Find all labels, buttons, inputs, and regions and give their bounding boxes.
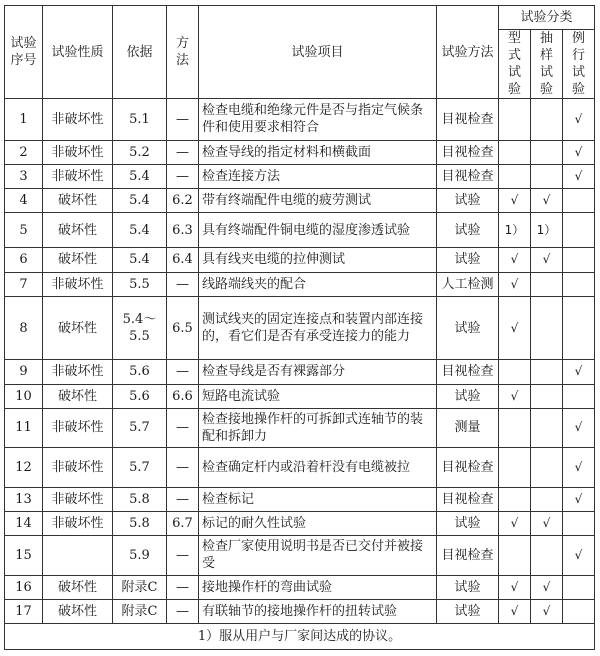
cell-item: 标记的耐久性试验 [199, 511, 437, 535]
cell-sample: 1） [531, 213, 563, 248]
cell-test: 目视检查 [437, 360, 499, 384]
cell-test: 目视检查 [437, 99, 499, 141]
cell-sample [531, 448, 563, 488]
cell-item: 具有线夹电缆的拉伸测试 [199, 248, 437, 272]
cell-method: 6.2 [167, 189, 199, 213]
cell-sample [531, 536, 563, 576]
cell-sample [531, 164, 563, 188]
cell-method: 6.4 [167, 248, 199, 272]
cell-item: 检查厂家使用说明书是否已交付并被接受 [199, 536, 437, 576]
cell-no: 13 [5, 487, 43, 511]
cell-sample [531, 140, 563, 164]
header-category: 试验分类 [499, 6, 595, 30]
cell-routine [563, 213, 595, 248]
table-row [5, 189, 595, 213]
table-row [5, 384, 595, 408]
cell-basis: 5.4 [113, 213, 167, 248]
cell-sample [531, 99, 563, 141]
cell-routine: √ [563, 360, 595, 384]
cell-no: 3 [5, 164, 43, 188]
cell-item: 检查连接方法 [199, 164, 437, 188]
cell-method: — [167, 536, 199, 576]
cell-type: √ [499, 599, 531, 623]
cell-sample: √ [531, 575, 563, 599]
cell-method: — [167, 487, 199, 511]
cell-no: 1 [5, 99, 43, 141]
cell-type [499, 448, 531, 488]
cell-routine [563, 575, 595, 599]
cell-sample: √ [531, 599, 563, 623]
cell-test: 试验 [437, 599, 499, 623]
cell-method: — [167, 272, 199, 296]
header-routine-test: 例行试验 [563, 30, 595, 99]
cell-basis: 5.4 [113, 164, 167, 188]
cell-nature: 非破坏性 [43, 448, 113, 488]
cell-basis: 5.8 [113, 487, 167, 511]
cell-test: 试验 [437, 296, 499, 360]
cell-routine: √ [563, 448, 595, 488]
cell-no: 9 [5, 360, 43, 384]
cell-sample [531, 296, 563, 360]
cell-type: √ [499, 296, 531, 360]
cell-type [499, 487, 531, 511]
cell-method: 6.5 [167, 296, 199, 360]
cell-no: 8 [5, 296, 43, 360]
cell-test: 试验 [437, 189, 499, 213]
table-row [5, 272, 595, 296]
header-test-method: 试验方法 [437, 6, 499, 99]
cell-sample [531, 360, 563, 384]
cell-test: 目视检查 [437, 448, 499, 488]
cell-item: 带有终端配件电缆的疲劳测试 [199, 189, 437, 213]
cell-routine: √ [563, 536, 595, 576]
cell-item: 具有终端配件铜电缆的湿度渗透试验 [199, 213, 437, 248]
header-seq: 试验序号 [5, 6, 43, 99]
cell-type: √ [499, 575, 531, 599]
cell-routine: √ [563, 99, 595, 141]
cell-method: — [167, 599, 199, 623]
cell-nature [43, 536, 113, 576]
cell-basis: 5.2 [113, 140, 167, 164]
cell-test: 测量 [437, 408, 499, 448]
cell-test: 人工检测 [437, 272, 499, 296]
cell-routine [563, 384, 595, 408]
cell-no: 6 [5, 248, 43, 272]
cell-routine [563, 296, 595, 360]
cell-basis: 5.9 [113, 536, 167, 576]
header-basis: 依据 [113, 6, 167, 99]
cell-method: 6.6 [167, 384, 199, 408]
cell-item: 接地操作杆的弯曲试验 [199, 575, 437, 599]
header-row [5, 6, 595, 30]
table-row [5, 213, 595, 248]
cell-type [499, 360, 531, 384]
cell-routine: √ [563, 487, 595, 511]
cell-basis: 5.4 [113, 189, 167, 213]
cell-test: 目视检查 [437, 140, 499, 164]
table-row [5, 599, 595, 623]
cell-item: 检查接地操作杆的可拆卸式连轴节的装配和拆卸力 [199, 408, 437, 448]
cell-nature: 破坏性 [43, 575, 113, 599]
cell-type [499, 536, 531, 576]
cell-basis: 5.1 [113, 99, 167, 141]
cell-basis: 5.8 [113, 511, 167, 535]
footnote: 1）服从用户与厂家间达成的协议。 [5, 624, 595, 650]
cell-routine [563, 248, 595, 272]
cell-no: 2 [5, 140, 43, 164]
cell-method: — [167, 575, 199, 599]
cell-no: 17 [5, 599, 43, 623]
cell-nature: 破坏性 [43, 248, 113, 272]
cell-method: — [167, 448, 199, 488]
cell-basis: 附录C [113, 575, 167, 599]
cell-type: 1） [499, 213, 531, 248]
cell-type: √ [499, 189, 531, 213]
cell-nature: 非破坏性 [43, 272, 113, 296]
cell-no: 5 [5, 213, 43, 248]
cell-nature: 非破坏性 [43, 140, 113, 164]
header-nature: 试验性质 [43, 6, 113, 99]
cell-item: 短路电流试验 [199, 384, 437, 408]
cell-test: 目视检查 [437, 164, 499, 188]
cell-sample [531, 408, 563, 448]
cell-sample: √ [531, 511, 563, 535]
cell-sample: √ [531, 248, 563, 272]
cell-basis: 5.6 [113, 360, 167, 384]
cell-nature: 非破坏性 [43, 408, 113, 448]
cell-test: 试验 [437, 384, 499, 408]
table-row [5, 408, 595, 448]
header-method: 方法 [167, 6, 199, 99]
table-body [5, 99, 595, 624]
cell-test: 试验 [437, 575, 499, 599]
table-row [5, 140, 595, 164]
cell-type: √ [499, 248, 531, 272]
cell-method: — [167, 140, 199, 164]
cell-nature: 非破坏性 [43, 360, 113, 384]
cell-basis: 5.4～5.5 [113, 296, 167, 360]
cell-type [499, 408, 531, 448]
table-row [5, 164, 595, 188]
cell-item: 检查电缆和绝缘元件是否与指定气候条件和使用要求相符合 [199, 99, 437, 141]
cell-nature: 非破坏性 [43, 511, 113, 535]
cell-item: 有联轴节的接地操作杆的扭转试验 [199, 599, 437, 623]
cell-basis: 5.6 [113, 384, 167, 408]
cell-routine: √ [563, 164, 595, 188]
cell-nature: 破坏性 [43, 189, 113, 213]
cell-type: √ [499, 272, 531, 296]
cell-no: 4 [5, 189, 43, 213]
cell-type: √ [499, 384, 531, 408]
cell-method: — [167, 99, 199, 141]
cell-routine [563, 511, 595, 535]
header-sample-test: 抽样试验 [531, 30, 563, 99]
cell-routine [563, 272, 595, 296]
cell-routine [563, 599, 595, 623]
cell-no: 15 [5, 536, 43, 576]
cell-sample [531, 487, 563, 511]
cell-type [499, 164, 531, 188]
table-row [5, 536, 595, 576]
cell-item: 测试线夹的固定连接点和装置内部连接的，看它们是否有承受连接力的能力 [199, 296, 437, 360]
cell-test: 试验 [437, 213, 499, 248]
table-row [5, 296, 595, 360]
cell-no: 14 [5, 511, 43, 535]
cell-type: √ [499, 511, 531, 535]
cell-method: — [167, 164, 199, 188]
cell-nature: 破坏性 [43, 213, 113, 248]
cell-no: 11 [5, 408, 43, 448]
cell-basis: 5.5 [113, 272, 167, 296]
cell-no: 16 [5, 575, 43, 599]
cell-item: 检查导线是否有裸露部分 [199, 360, 437, 384]
cell-test: 试验 [437, 248, 499, 272]
cell-sample: √ [531, 189, 563, 213]
cell-nature: 破坏性 [43, 384, 113, 408]
cell-nature: 非破坏性 [43, 164, 113, 188]
cell-test: 试验 [437, 511, 499, 535]
cell-basis: 附录C [113, 599, 167, 623]
cell-no: 12 [5, 448, 43, 488]
cell-basis: 5.7 [113, 408, 167, 448]
table-row [5, 360, 595, 384]
table-row [5, 487, 595, 511]
cell-item: 检查导线的指定材料和横截面 [199, 140, 437, 164]
cell-nature: 破坏性 [43, 599, 113, 623]
cell-item: 检查确定杆内或沿着杆没有电缆被拉 [199, 448, 437, 488]
cell-method: — [167, 360, 199, 384]
cell-basis: 5.4 [113, 248, 167, 272]
cell-routine: √ [563, 408, 595, 448]
cell-nature: 破坏性 [43, 296, 113, 360]
cell-nature: 非破坏性 [43, 99, 113, 141]
cell-type [499, 99, 531, 141]
cell-routine [563, 189, 595, 213]
cell-no: 7 [5, 272, 43, 296]
cell-sample [531, 384, 563, 408]
table-row [5, 248, 595, 272]
table-row [5, 99, 595, 141]
cell-test: 目视检查 [437, 536, 499, 576]
cell-routine: √ [563, 140, 595, 164]
header-item: 试验项目 [199, 6, 437, 99]
header-type-test: 型式试验 [499, 30, 531, 99]
cell-basis: 5.7 [113, 448, 167, 488]
cell-method: — [167, 408, 199, 448]
cell-sample [531, 272, 563, 296]
table-row [5, 511, 595, 535]
cell-method: 6.3 [167, 213, 199, 248]
cell-no: 10 [5, 384, 43, 408]
cell-method: 6.7 [167, 511, 199, 535]
cell-item: 线路端线夹的配合 [199, 272, 437, 296]
cell-nature: 非破坏性 [43, 487, 113, 511]
cell-item: 检查标记 [199, 487, 437, 511]
cell-test: 目视检查 [437, 487, 499, 511]
footnote-row [5, 624, 595, 650]
test-classification-table [4, 5, 595, 650]
table-row [5, 448, 595, 488]
table-row [5, 575, 595, 599]
cell-type [499, 140, 531, 164]
